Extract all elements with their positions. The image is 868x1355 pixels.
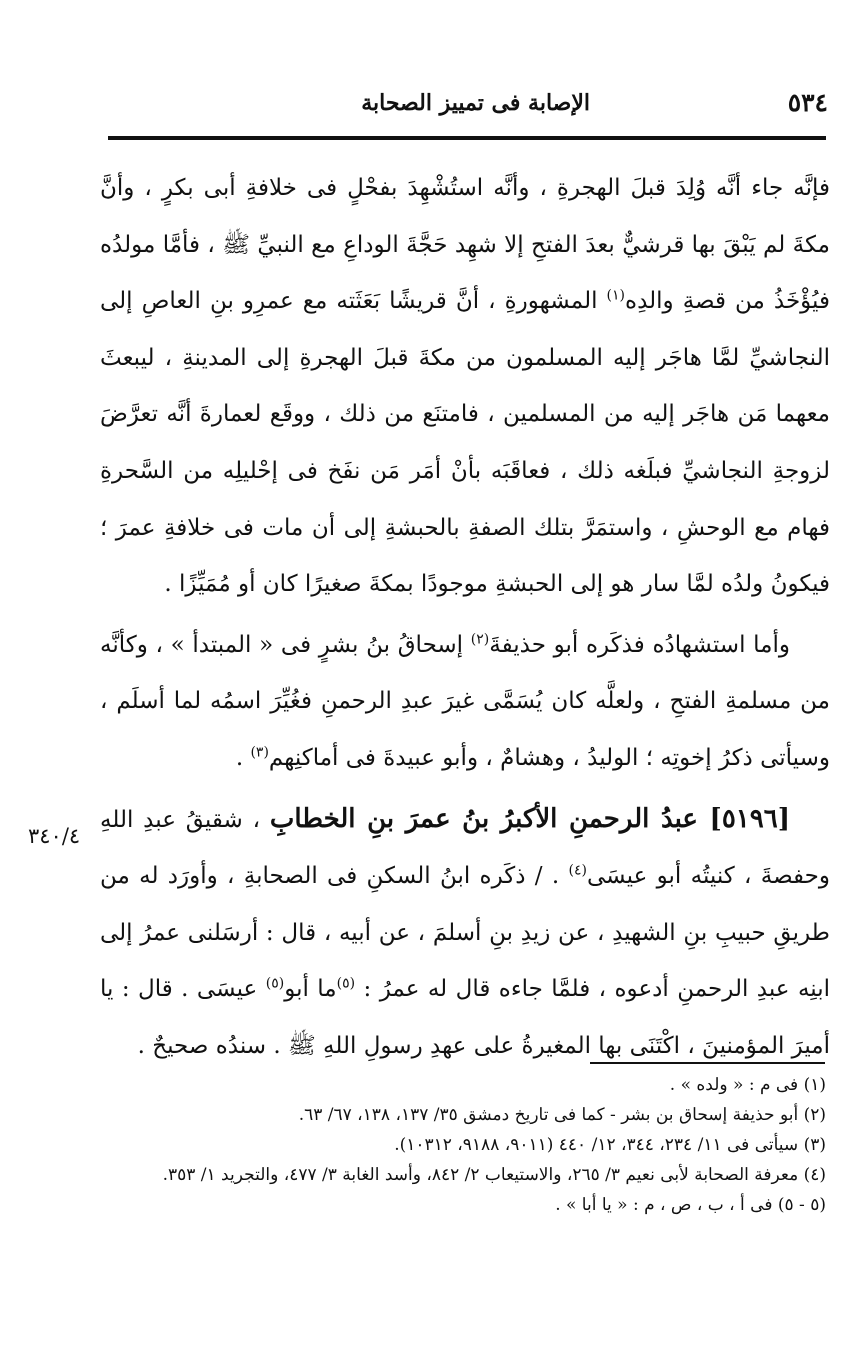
entry-heading: [٥١٩٦] عبدُ الرحمنِ الأكبرُ بنُ عمرَ بنِ الخطابِ (269, 803, 790, 834)
main-text (100, 160, 830, 1075)
footnote-ref-5-start: (٥) (336, 975, 356, 992)
footnote-4: (٤) معرفة الصحابة لأبى نعيم ٣/ ٢٦٥، والاستيعاب ٢/ ٨٤٢، وأسد الغابة ٣/ ٤٧٧، والتجريد ١/ ٣٥٣. (162, 1165, 826, 1185)
entry-5196: [٥١٩٦] عبدُ الرحمنِ الأكبرُ بنُ عمرَ بنِ الخطابِ ، شقيقُ عبدِ اللهِ وحفصةَ ، كنيتُه أبو عيسَى$^{(٤)}$ . / ذكَره ابنُ السكنِ فى الصحابةِ ، وأورَد له من طريقِ حبيبِ بنِ الشهيدِ ، عن زيدِ بنِ أسلمَ ، عن أبيه ، قال : أرسَلنى عمرُ إلى ابنِه عبدِ الرحمنِ أدعوه ، فلمَّا جاءه قال له عمرُ : $^{(٥)}$ما أبو$^{(٥)}$ عيسَى . قال : يا أميرَ المؤمنينَ ، اكْتَنَى بها المغيرةُ على عهدِ رسولِ اللهِ ﷺ . سندُه صحيحٌ . (100, 803, 831, 1059)
footnotes (120, 1070, 826, 1220)
footnote-ref-3: (٣) (250, 744, 269, 761)
running-title: الإصابة فى تمييز الصحابة (361, 90, 590, 116)
paragraph-1: فإنَّه جاء أنَّه وُلِدَ قبلَ الهجرةِ ، وأنَّه استُشْهِدَ بفحْلٍ فى خلافةِ أبى بكرٍ ، وأنَّ مكةَ لم يَبْقَ بها قرشيٌّ بعدَ الفتحِ إلا شهِد حَجَّةَ الوداعِ مع النبيِّ ﷺ ، فأمَّا مولدُه فيُؤْخَذُ من قصةِ والدِه$^{(١)}$ المشهورةِ ، أنَّ قريشًا بَعَثَته مع عمرِو بنِ العاصِ إلى النجاشيِّ لمَّا هاجَر إليه المسلمون من مكةَ قبلَ الهجرةِ إلى المدينةِ ، ليبعثَ معهما مَن هاجَر إليه من المسلمين ، فامتنَع من ذلك ، ووقَع لعمارةَ أنَّه تعرَّضَ لزوجةِ النجاشيِّ فبلَغه ذلك ، فعاقَبَه بأنْ أمَر مَن نفَخ فى إحْليلِه من السَّحرةِ فهام مع الوحشِ ، واستمَرَّ بتلك الصفةِ بالحبشةِ إلى أن مات فى خلافةِ عمرَ ؛ فيكونُ ولدُه لمَّا سار هو إلى الحبشةِ موجودًا بمكةَ صغيرًا كان أو مُمَيِّزًا . (100, 175, 830, 598)
footnote-ref-5-end: (٥) (265, 975, 285, 992)
page-header (108, 88, 828, 128)
footnote-ref-2: (٢) (470, 631, 490, 648)
footnote-ref-4: (٤) (568, 862, 587, 879)
footnote-1: (١) فى م : « ولده » . (669, 1075, 826, 1095)
header-rule (108, 136, 826, 140)
paragraph-2: وأما استشهادُه فذكَره أبو حذيفةَ$^{(٢)}$ إسحاقُ بنُ بشرٍ فى « المبتدأ » ، وكأنَّه من مسلمةِ الفتحِ ، ولعلَّه كان يُسَمَّى غيرَ عبدِ الرحمنِ فغُيِّرَ اسمُه لما أسلَم ، وسيأتى ذكرُ إخوتِه ؛ الوليدُ ، وهشامٌ ، وأبو عبيدةَ فى أماكنِهم$^{(٣)}$ . (100, 631, 830, 771)
footnote-5: (٥ - ٥) فى أ ، ب ، ص ، م : « يا أبا » . (555, 1195, 826, 1215)
footnote-rule (590, 1062, 825, 1064)
margin-page-reference: ٣٤٠/٤ (28, 824, 81, 848)
footnote-ref-1: (١) (606, 287, 626, 304)
page-number: ٥٣٤ (787, 88, 828, 117)
footnote-3: (٣) سيأتى فى ١١/ ٢٣٤، ٣٤٤، ١٢/ ٤٤٠ (٩٠١١، ٩١٨٨، ١٠٣١٢). (394, 1135, 826, 1155)
footnote-2: (٢) أبو حذيفة إسحاق بن بشر - كما فى تاريخ دمشق ٣٥/ ١٣٧، ١٣٨، ٦٧/ ٦٣. (298, 1105, 826, 1125)
